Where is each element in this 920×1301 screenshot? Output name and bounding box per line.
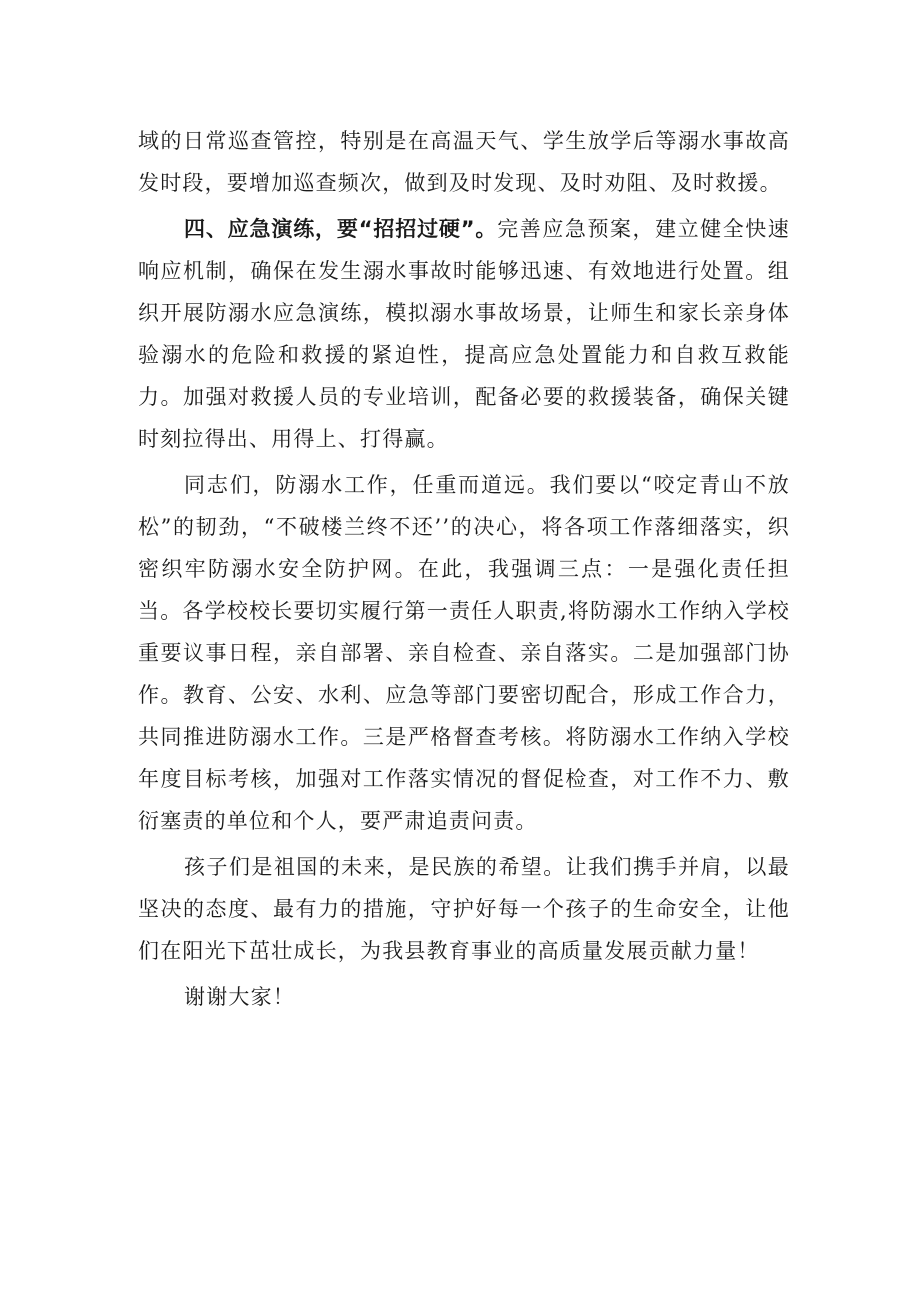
paragraph-text: 孩子们是祖国的未来，是民族的希望。让我们携手并肩，以最坚决的态度、最有力的措施，守护好每一个孩子的生命安全，让他们在阳光下茁壮成长，为我县教育事业的高质量发展贡献力量！ [138,855,790,963]
paragraph-emergency-drill [138,208,790,460]
paragraph-text: 谢谢大家！ [184,985,295,1009]
paragraph-text: 同志们，防溺水工作，任重而道远。我们要以“咬定青山不放松”的韧劲，“不破楼兰终不还’’的决心，将各项工作落细落实，织密织牢防溺水安全防护网。在此，我强调三点：一是强化责任担当。各学校校长要切实履行第一责任人职责,将防溺水工作纳入学校重要议事日程，亲自部署、亲自检查、亲自落实。二是加强部门协作。教育、公安、水利、应急等部门要密切配合，形成工作合力，共同推进防溺水工作。三是严格督查考核。将防溺水工作纳入学校年度目标考核，加强对工作落实情况的督促检查，对工作不力、敷衍塞责的单位和个人，要严肃追责问责。 [138,473,790,833]
paragraph-text: 域的日常巡查管控，特别是在高温天气、学生放学后等溺水事故高发时段，要增加巡查频次，做到及时发现、及时劝阻、及时救援。 [138,129,790,195]
paragraph-comrades [138,464,790,842]
paragraph-patrol-continuation [138,120,790,204]
paragraph-children-future [138,846,790,972]
section-heading: 四、应急演练，要“招招过硬”。 [184,217,498,241]
document-body [138,120,790,1018]
paragraph-text: 完善应急预案，建立健全快速响应机制，确保在发生溺水事故时能够迅速、有效地进行处置。组织开展防溺水应急演练，模拟溺水事故场景，让师生和家长亲身体验溺水的危险和救援的紧迫性，提高应急处置能力和自救互救能力。加强对救援人员的专业培训，配备必要的救援装备，确保关键时刻拉得出、用得上、打得赢。 [138,217,790,451]
paragraph-thanks [138,976,790,1018]
